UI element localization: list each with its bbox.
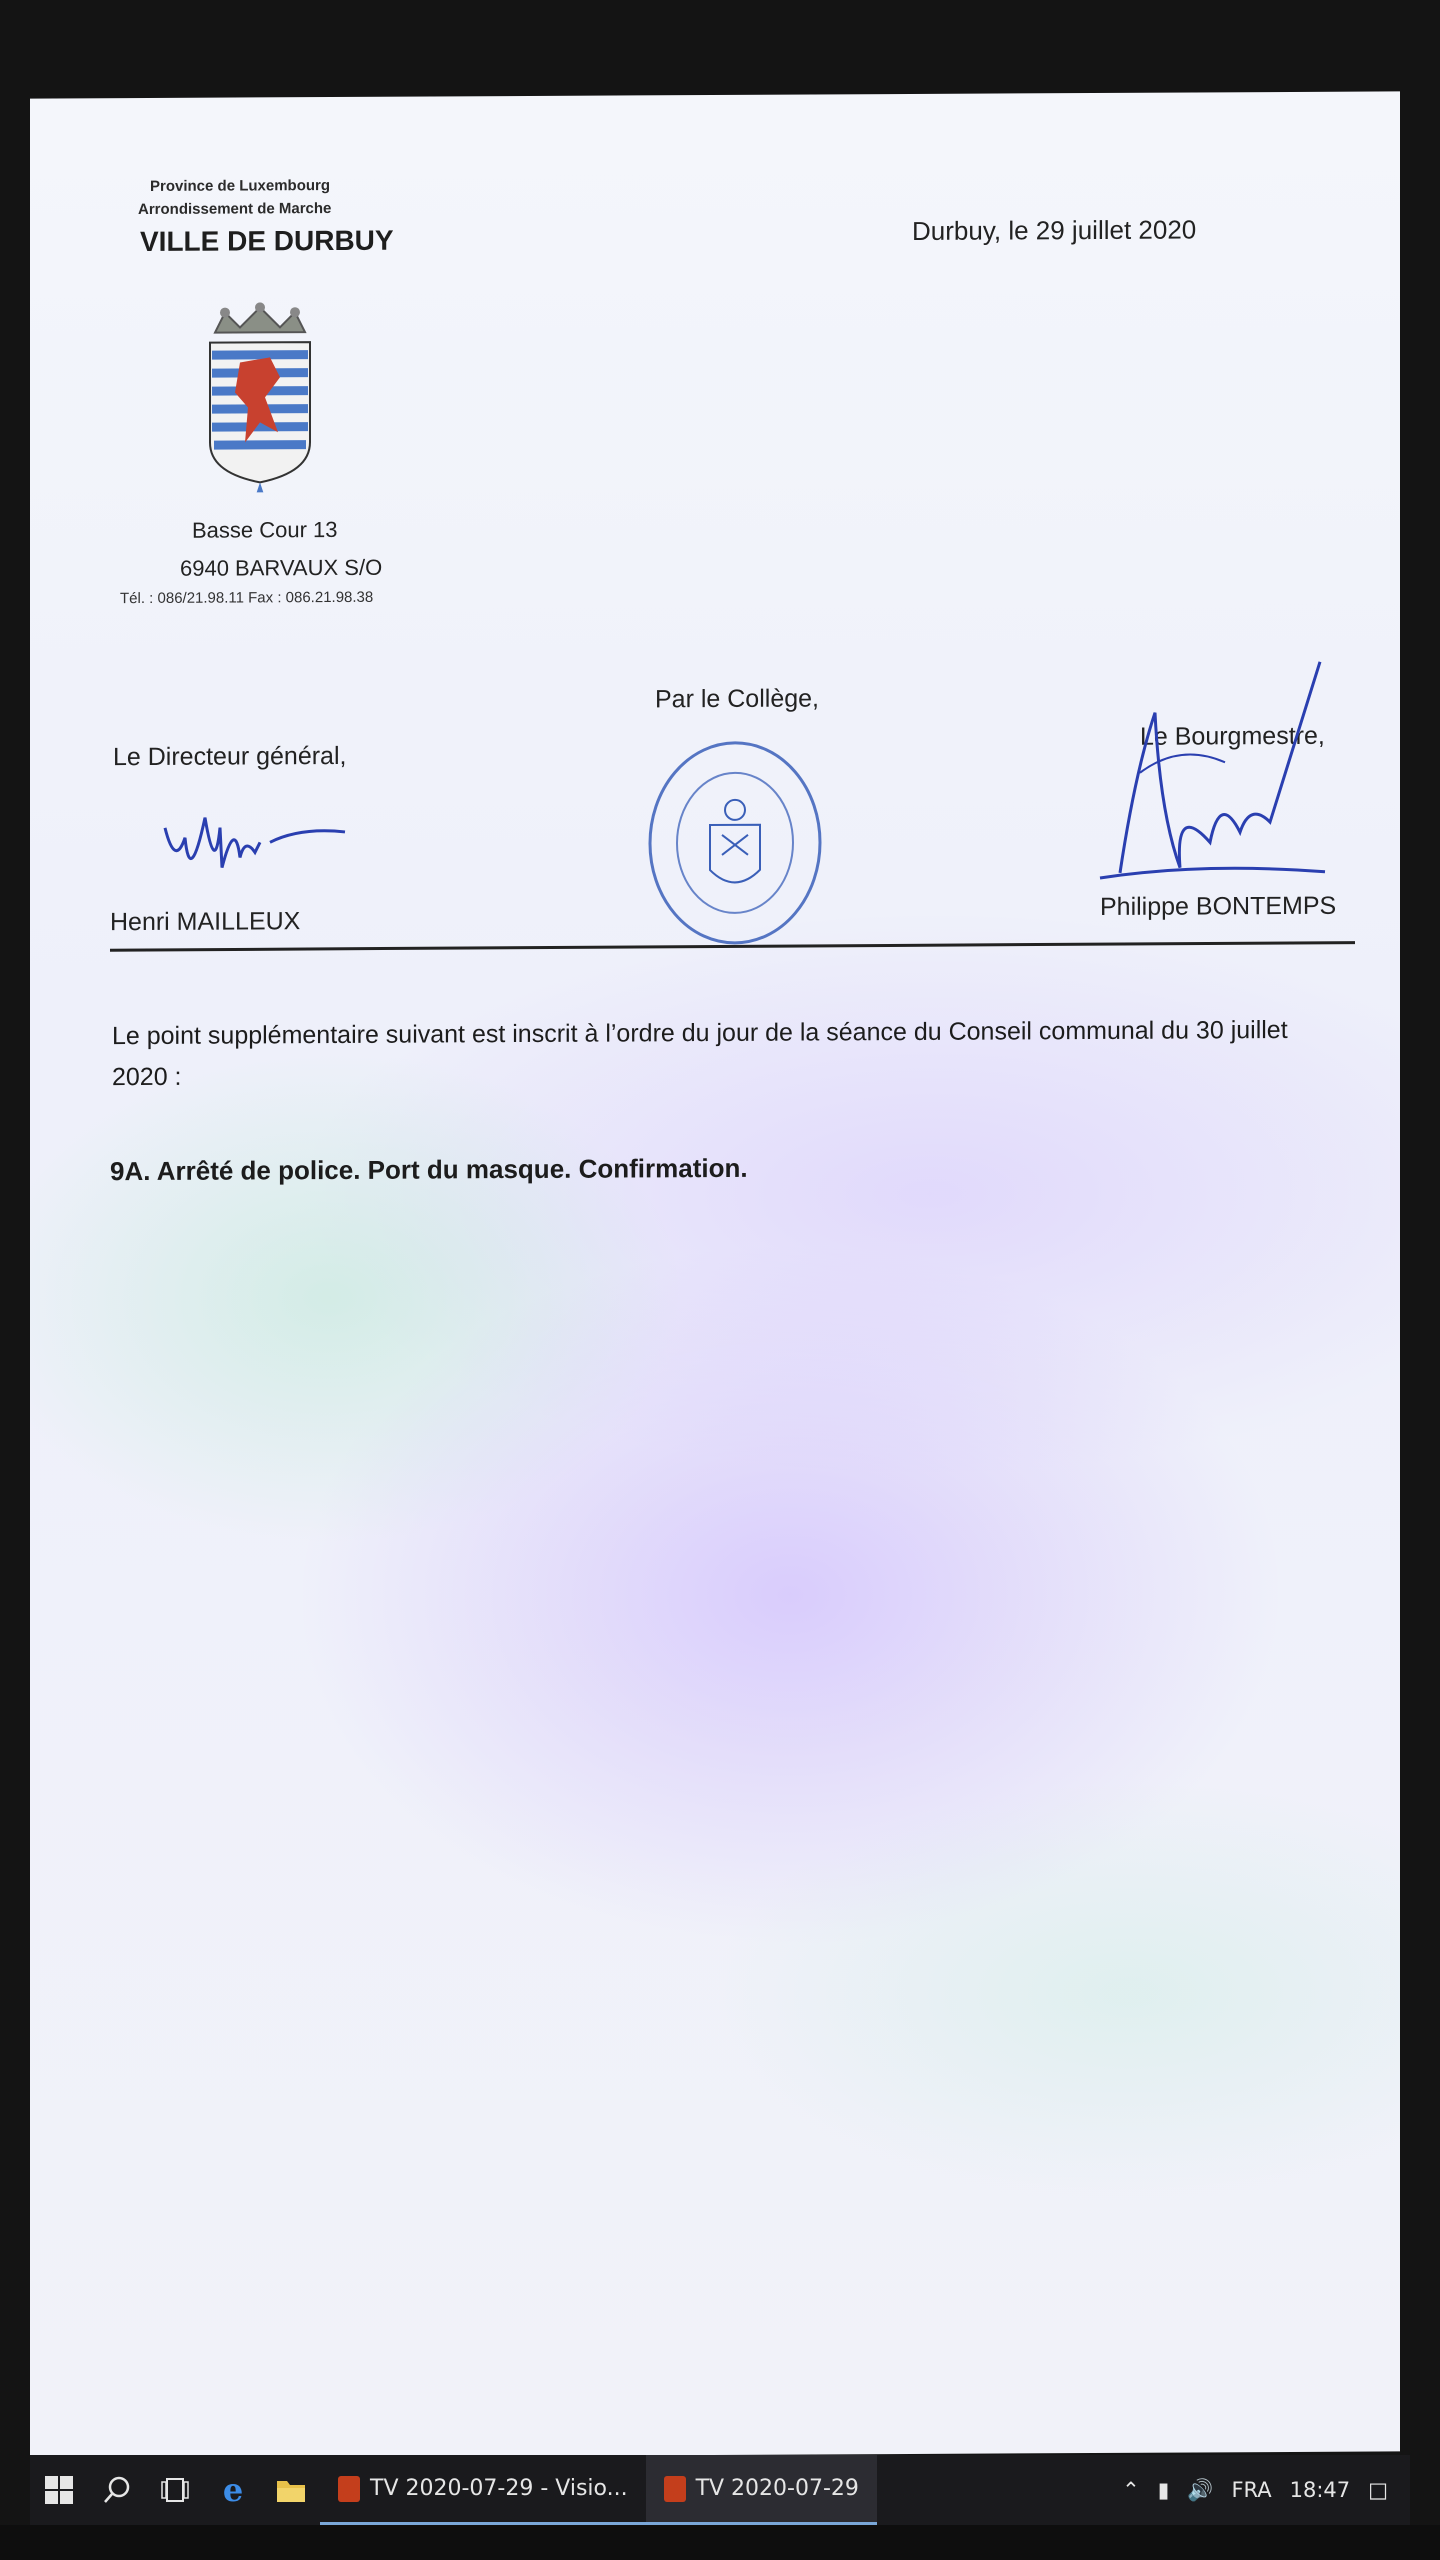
directeur-name: Henri MAILLEUX <box>110 907 301 937</box>
address-city: 6940 BARVAUX S/O <box>180 554 383 581</box>
folder-icon <box>276 2477 306 2503</box>
language-indicator[interactable]: FRA <box>1231 2478 1272 2502</box>
bourgmestre-title: Le Bourgmestre, <box>1140 721 1325 751</box>
edge-button[interactable] <box>204 2455 262 2525</box>
par-le-college: Par le Collège, <box>655 684 819 714</box>
windows-icon <box>44 2475 74 2505</box>
document-page <box>30 91 1400 2458</box>
coat-of-arms-icon <box>200 302 320 493</box>
bottom-bezel <box>0 2525 1440 2560</box>
address-phone-fax: Tél. : 086/21.98.11 Fax : 086.21.98.38 <box>120 588 374 608</box>
bourgmestre-name: Philippe BONTEMPS <box>1100 891 1337 921</box>
task-view-icon <box>160 2475 190 2505</box>
edge-icon: e <box>222 2471 244 2509</box>
province-label: Province de Luxembourg <box>150 177 331 195</box>
powerpoint-icon <box>664 2476 686 2502</box>
taskbar-app-label: TV 2020-07-29 - Visio... <box>370 2476 628 2501</box>
powerpoint-icon <box>338 2476 360 2502</box>
search-button[interactable] <box>88 2455 146 2525</box>
chevron-up-icon[interactable]: ⌃ <box>1122 2478 1140 2502</box>
notification-icon[interactable]: □ <box>1368 2478 1388 2502</box>
address-street: Basse Cour 13 <box>192 516 338 543</box>
taskbar-app-label: TV 2020-07-29 <box>695 2476 859 2501</box>
system-tray <box>1122 2478 1410 2503</box>
taskbar <box>30 2455 1410 2525</box>
start-button[interactable] <box>30 2455 88 2525</box>
agenda-item: 9A. Arrêté de police. Port du masque. Confirmation. <box>110 1152 748 1187</box>
commune-seal-stamp <box>640 734 830 950</box>
letter-date: Durbuy, le 29 juillet 2020 <box>912 214 1197 246</box>
directeur-title: Le Directeur général, <box>113 741 347 772</box>
battery-icon[interactable]: ▮ <box>1157 2478 1170 2502</box>
volume-icon[interactable]: 🔊 <box>1187 2477 1214 2502</box>
arrondissement-label: Arrondissement de Marche <box>138 200 332 219</box>
search-icon <box>102 2475 132 2505</box>
directeur-signature <box>160 797 350 898</box>
taskbar-app-tv[interactable] <box>646 2455 877 2525</box>
taskbar-app-visio[interactable] <box>320 2455 646 2525</box>
body-paragraph: Le point supplémentaire suivant est inscrit à l’ordre du jour de la séance du Conseil communal du 30 juillet 2020 : <box>112 1016 1288 1092</box>
bourgmestre-signature <box>1080 652 1330 913</box>
task-view-button[interactable] <box>146 2455 204 2525</box>
file-explorer-button[interactable] <box>262 2455 320 2525</box>
clock[interactable]: 18:47 <box>1289 2478 1351 2502</box>
ville-title: VILLE DE DURBUY <box>140 224 394 258</box>
screen <box>30 91 1400 2458</box>
